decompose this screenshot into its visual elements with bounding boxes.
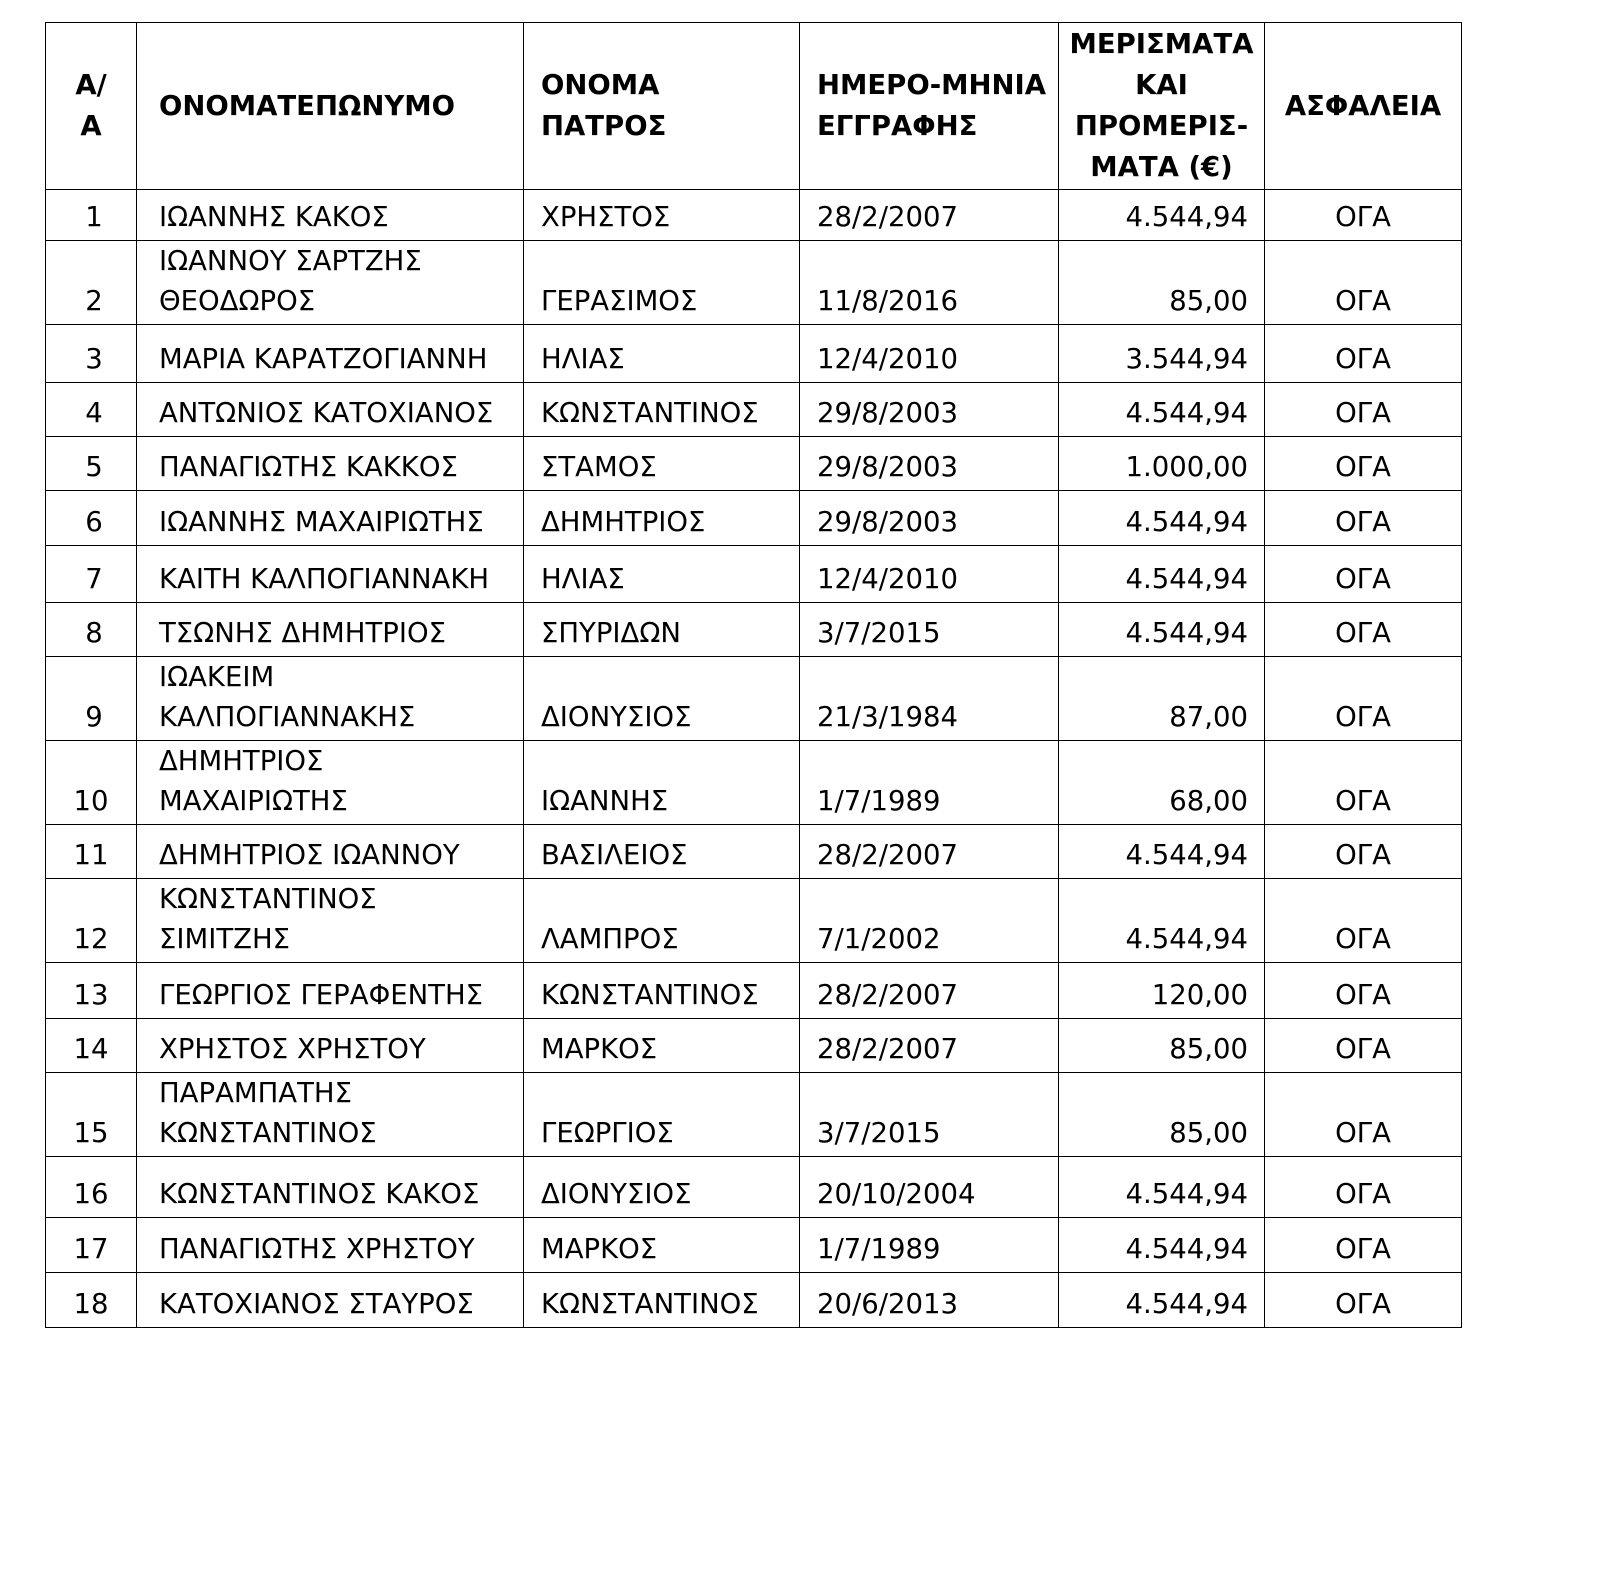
- cell-dividends: 87,00: [1059, 657, 1265, 741]
- cell-name: ΚΩΝΣΤΑΝΤΙΝΟΣ ΣΙΜΙΤΖΗΣ: [137, 879, 524, 963]
- table-row: [46, 190, 1462, 241]
- cell-insurance: ΟΓΑ: [1265, 825, 1462, 879]
- table-row: [46, 437, 1462, 491]
- cell-insurance: ΟΓΑ: [1265, 963, 1462, 1019]
- cell-insurance: ΟΓΑ: [1265, 437, 1462, 491]
- table-row: [46, 741, 1462, 825]
- table-row: [46, 1157, 1462, 1218]
- cell-registration-date: 3/7/2015: [800, 1073, 1059, 1157]
- cell-father-name: ΧΡΗΣΤΟΣ: [524, 190, 800, 241]
- cell-dividends: 4.544,94: [1059, 879, 1265, 963]
- cell-name: ΔΗΜΗΤΡΙΟΣ ΙΩΑΝΝΟΥ: [137, 825, 524, 879]
- cell-name: ΠΑΝΑΓΙΩΤΗΣ ΚΑΚΚΟΣ: [137, 437, 524, 491]
- cell-aa: 1: [46, 190, 137, 241]
- cell-dividends: 4.544,94: [1059, 825, 1265, 879]
- table-row: [46, 657, 1462, 741]
- cell-name: ΙΩΑΚΕΙΜ ΚΑΛΠΟΓΙΑΝΝΑΚΗΣ: [137, 657, 524, 741]
- cell-father-name: ΔΗΜΗΤΡΙΟΣ: [524, 491, 800, 546]
- cell-name: ΙΩΑΝΝΟΥ ΣΑΡΤΖΗΣ ΘΕΟΔΩΡΟΣ: [137, 241, 524, 325]
- cell-insurance: ΟΓΑ: [1265, 190, 1462, 241]
- header-row: [46, 23, 1462, 190]
- cell-father-name: ΔΙΟΝΥΣΙΟΣ: [524, 1157, 800, 1218]
- cell-name: ΑΝΤΩΝΙΟΣ ΚΑΤΟΧΙΑΝΟΣ: [137, 383, 524, 437]
- cell-registration-date: 28/2/2007: [800, 1019, 1059, 1073]
- table-header: [46, 23, 1462, 190]
- cell-insurance: ΟΓΑ: [1265, 1218, 1462, 1273]
- cell-insurance: ΟΓΑ: [1265, 241, 1462, 325]
- cell-aa: 12: [46, 879, 137, 963]
- cell-name: ΔΗΜΗΤΡΙΟΣ ΜΑΧΑΙΡΙΩΤΗΣ: [137, 741, 524, 825]
- header-aa: Α/ Α: [46, 23, 137, 190]
- cell-aa: 16: [46, 1157, 137, 1218]
- header-insurance: ΑΣΦΑΛΕΙΑ: [1265, 23, 1462, 190]
- cell-insurance: ΟΓΑ: [1265, 546, 1462, 603]
- cell-dividends: 85,00: [1059, 1019, 1265, 1073]
- cell-dividends: 1.000,00: [1059, 437, 1265, 491]
- cell-father-name: ΚΩΝΣΤΑΝΤΙΝΟΣ: [524, 383, 800, 437]
- cell-dividends: 4.544,94: [1059, 1273, 1265, 1328]
- cell-registration-date: 20/10/2004: [800, 1157, 1059, 1218]
- table-row: [46, 1073, 1462, 1157]
- cell-dividends: 4.544,94: [1059, 491, 1265, 546]
- cell-father-name: ΣΤΑΜΟΣ: [524, 437, 800, 491]
- cell-dividends: 4.544,94: [1059, 190, 1265, 241]
- cell-name: ΚΑΙΤΗ ΚΑΛΠΟΓΙΑΝΝΑΚΗ: [137, 546, 524, 603]
- cell-registration-date: 28/2/2007: [800, 190, 1059, 241]
- cell-registration-date: 29/8/2003: [800, 491, 1059, 546]
- cell-aa: 9: [46, 657, 137, 741]
- cell-registration-date: 3/7/2015: [800, 603, 1059, 657]
- cell-aa: 5: [46, 437, 137, 491]
- cell-father-name: ΙΩΑΝΝΗΣ: [524, 741, 800, 825]
- cell-registration-date: 28/2/2007: [800, 963, 1059, 1019]
- cell-aa: 15: [46, 1073, 137, 1157]
- cell-registration-date: 7/1/2002: [800, 879, 1059, 963]
- cell-father-name: ΒΑΣΙΛΕΙΟΣ: [524, 825, 800, 879]
- cell-name: ΓΕΩΡΓΙΟΣ ΓΕΡΑΦΕΝΤΗΣ: [137, 963, 524, 1019]
- cell-registration-date: 12/4/2010: [800, 546, 1059, 603]
- cell-registration-date: 28/2/2007: [800, 825, 1059, 879]
- members-table: [45, 22, 1462, 1328]
- table-row: [46, 325, 1462, 383]
- cell-aa: 14: [46, 1019, 137, 1073]
- cell-dividends: 4.544,94: [1059, 1157, 1265, 1218]
- cell-father-name: ΗΛΙΑΣ: [524, 546, 800, 603]
- table-row: [46, 241, 1462, 325]
- cell-registration-date: 29/8/2003: [800, 383, 1059, 437]
- cell-father-name: ΗΛΙΑΣ: [524, 325, 800, 383]
- table-row: [46, 603, 1462, 657]
- cell-registration-date: 11/8/2016: [800, 241, 1059, 325]
- cell-name: ΧΡΗΣΤΟΣ ΧΡΗΣΤΟΥ: [137, 1019, 524, 1073]
- cell-father-name: ΣΠΥΡΙΔΩΝ: [524, 603, 800, 657]
- cell-name: ΤΣΩΝΗΣ ΔΗΜΗΤΡΙΟΣ: [137, 603, 524, 657]
- cell-name: ΠΑΝΑΓΙΩΤΗΣ ΧΡΗΣΤΟΥ: [137, 1218, 524, 1273]
- cell-insurance: ΟΓΑ: [1265, 1073, 1462, 1157]
- cell-insurance: ΟΓΑ: [1265, 879, 1462, 963]
- cell-aa: 11: [46, 825, 137, 879]
- table-row: [46, 1218, 1462, 1273]
- cell-insurance: ΟΓΑ: [1265, 741, 1462, 825]
- table-body: [46, 190, 1462, 1328]
- cell-insurance: ΟΓΑ: [1265, 1273, 1462, 1328]
- cell-father-name: ΓΕΩΡΓΙΟΣ: [524, 1073, 800, 1157]
- header-name: ΟΝΟΜΑΤΕΠΩΝΥΜΟ: [137, 23, 524, 190]
- cell-insurance: ΟΓΑ: [1265, 325, 1462, 383]
- header-father-name: ΟΝΟΜΑ ΠΑΤΡΟΣ: [524, 23, 800, 190]
- cell-dividends: 3.544,94: [1059, 325, 1265, 383]
- cell-aa: 18: [46, 1273, 137, 1328]
- cell-registration-date: 1/7/1989: [800, 1218, 1059, 1273]
- cell-father-name: ΚΩΝΣΤΑΝΤΙΝΟΣ: [524, 1273, 800, 1328]
- table-row: [46, 1019, 1462, 1073]
- cell-registration-date: 29/8/2003: [800, 437, 1059, 491]
- cell-aa: 8: [46, 603, 137, 657]
- cell-aa: 2: [46, 241, 137, 325]
- cell-dividends: 85,00: [1059, 1073, 1265, 1157]
- header-registration-date: ΗΜΕΡΟ-ΜΗΝΙΑ ΕΓΓΡΑΦΗΣ: [800, 23, 1059, 190]
- cell-father-name: ΜΑΡΚΟΣ: [524, 1218, 800, 1273]
- cell-registration-date: 21/3/1984: [800, 657, 1059, 741]
- cell-name: ΙΩΑΝΝΗΣ ΜΑΧΑΙΡΙΩΤΗΣ: [137, 491, 524, 546]
- cell-aa: 4: [46, 383, 137, 437]
- header-dividends: ΜΕΡΙΣΜΑΤΑ ΚΑΙ ΠΡΟΜΕΡΙΣ- ΜΑΤΑ (€): [1059, 23, 1265, 190]
- cell-name: ΚΑΤΟΧΙΑΝΟΣ ΣΤΑΥΡΟΣ: [137, 1273, 524, 1328]
- cell-name: ΠΑΡΑΜΠΑΤΗΣ ΚΩΝΣΤΑΝΤΙΝΟΣ: [137, 1073, 524, 1157]
- cell-dividends: 4.544,94: [1059, 383, 1265, 437]
- cell-name: ΚΩΝΣΤΑΝΤΙΝΟΣ ΚΑΚΟΣ: [137, 1157, 524, 1218]
- cell-father-name: ΓΕΡΑΣΙΜΟΣ: [524, 241, 800, 325]
- cell-name: ΜΑΡΙΑ ΚΑΡΑΤΖΟΓΙΑΝΝΗ: [137, 325, 524, 383]
- cell-dividends: 68,00: [1059, 741, 1265, 825]
- cell-dividends: 120,00: [1059, 963, 1265, 1019]
- cell-aa: 10: [46, 741, 137, 825]
- cell-father-name: ΚΩΝΣΤΑΝΤΙΝΟΣ: [524, 963, 800, 1019]
- cell-aa: 7: [46, 546, 137, 603]
- cell-father-name: ΜΑΡΚΟΣ: [524, 1019, 800, 1073]
- table-row: [46, 383, 1462, 437]
- cell-father-name: ΛΑΜΠΡΟΣ: [524, 879, 800, 963]
- cell-registration-date: 12/4/2010: [800, 325, 1059, 383]
- table-row: [46, 1273, 1462, 1328]
- cell-registration-date: 20/6/2013: [800, 1273, 1059, 1328]
- cell-insurance: ΟΓΑ: [1265, 1019, 1462, 1073]
- table-row: [46, 546, 1462, 603]
- cell-name: ΙΩΑΝΝΗΣ ΚΑΚΟΣ: [137, 190, 524, 241]
- cell-father-name: ΔΙΟΝΥΣΙΟΣ: [524, 657, 800, 741]
- cell-aa: 6: [46, 491, 137, 546]
- cell-insurance: ΟΓΑ: [1265, 603, 1462, 657]
- cell-dividends: 4.544,94: [1059, 546, 1265, 603]
- cell-dividends: 85,00: [1059, 241, 1265, 325]
- table-row: [46, 963, 1462, 1019]
- table-row: [46, 491, 1462, 546]
- cell-insurance: ΟΓΑ: [1265, 491, 1462, 546]
- table-row: [46, 825, 1462, 879]
- cell-aa: 17: [46, 1218, 137, 1273]
- cell-dividends: 4.544,94: [1059, 1218, 1265, 1273]
- cell-insurance: ΟΓΑ: [1265, 657, 1462, 741]
- cell-aa: 13: [46, 963, 137, 1019]
- cell-dividends: 4.544,94: [1059, 603, 1265, 657]
- cell-aa: 3: [46, 325, 137, 383]
- table-row: [46, 879, 1462, 963]
- cell-insurance: ΟΓΑ: [1265, 1157, 1462, 1218]
- cell-insurance: ΟΓΑ: [1265, 383, 1462, 437]
- cell-registration-date: 1/7/1989: [800, 741, 1059, 825]
